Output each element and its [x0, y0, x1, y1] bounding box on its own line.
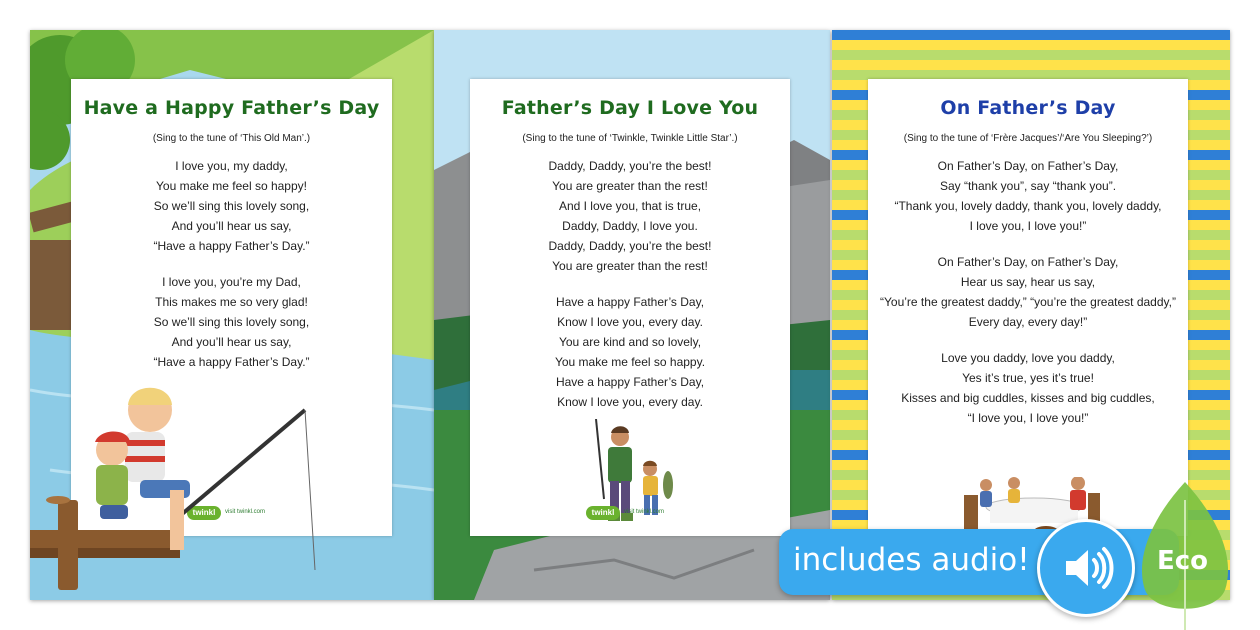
tune-note: (Sing to the tune of ‘Frère Jacques’/‘Are You Sleeping?’): [903, 133, 1153, 144]
stanza-2: [71, 272, 392, 372]
lyric-line: I love you, you’re my Dad,: [162, 275, 301, 289]
lyric-line: So we’ll sing this lovely song,: [153, 199, 310, 213]
stripe: [832, 60, 1230, 70]
lyric-line: You are greater than the rest!: [552, 259, 708, 273]
poem-title: Father’s Day I Love You: [501, 97, 759, 119]
eco-label: Eco: [1157, 546, 1209, 576]
twinkl-url: visit twinkl.com: [225, 509, 266, 515]
speaker-button[interactable]: [1037, 519, 1135, 617]
lyric-line: This makes me so very glad!: [155, 295, 308, 309]
lyric-line: I love you, my daddy,: [175, 159, 288, 173]
lyric-line: Hear us say, hear us say,: [960, 275, 1096, 289]
lyric-line: Know I love you, every day.: [557, 395, 703, 409]
lyric-line: Daddy, Daddy, you’re the best!: [548, 159, 712, 173]
stanza-1: [868, 156, 1188, 236]
twinkl-brand: twinkl: [187, 506, 221, 520]
twinkl-url: visit twinkl.com: [624, 509, 665, 515]
tune-note: (Sing to the tune of ‘Twinkle, Twinkle Little Star’.): [522, 133, 738, 144]
stanza-1: [470, 156, 790, 276]
stanza-3: [868, 348, 1188, 428]
lyric-line: Have a happy Father’s Day,: [555, 295, 705, 309]
twinkl-logo: [586, 506, 666, 522]
lyric-line: Say “thank you”, say “thank you”.: [939, 179, 1117, 193]
stanza-2: [868, 252, 1188, 332]
lyric-line: “Have a happy Father’s Day.”: [153, 239, 310, 253]
lyric-line: You make me feel so happy!: [156, 179, 307, 193]
lyric-line: Have a happy Father’s Day,: [555, 375, 705, 389]
twinkl-brand: twinkl: [586, 506, 620, 520]
poem-card-twinkle-twinkle: [434, 30, 830, 600]
lyric-line: Know I love you, every day.: [557, 315, 703, 329]
includes-audio-badge: [779, 529, 1179, 595]
lyric-line: Love you daddy, love you daddy,: [941, 351, 1115, 365]
lyric-line: And you’ll hear us say,: [171, 219, 292, 233]
lyric-line: I love you, I love you!”: [969, 219, 1087, 233]
stripe: [832, 30, 1230, 40]
speaker-icon: [1058, 540, 1114, 596]
stanza-2: [470, 292, 790, 412]
stanza-1: [71, 156, 392, 256]
lyrics-sheet: [470, 79, 790, 536]
lyrics-sheet: [868, 79, 1188, 536]
lyric-line: And I love you, that is true,: [558, 199, 702, 213]
lyric-line: “I love you, I love you!”: [967, 411, 1089, 425]
poem-title: On Father’s Day: [940, 97, 1116, 119]
stripe: [832, 40, 1230, 50]
lyric-line: “Thank you, lovely daddy, thank you, lovely daddy,: [894, 199, 1162, 213]
lyric-line: On Father’s Day, on Father’s Day,: [937, 159, 1119, 173]
lyric-line: Yes it’s true, yes it’s true!: [962, 371, 1094, 385]
lyric-line: Daddy, Daddy, I love you.: [562, 219, 698, 233]
tune-note: (Sing to the tune of ‘This Old Man’.): [152, 133, 311, 144]
lyric-line: You are kind and so lovely,: [558, 335, 702, 349]
poem-card-this-old-man: [30, 30, 434, 600]
poem-title: Have a Happy Father’s Day: [83, 97, 380, 119]
lyric-line: Daddy, Daddy, you’re the best!: [548, 239, 712, 253]
lyric-line: And you’ll hear us say,: [171, 335, 292, 349]
lyric-line: You make me feel so happy.: [554, 355, 706, 369]
lyric-line: So we’ll sing this lovely song,: [153, 315, 310, 329]
lyric-line: On Father’s Day, on Father’s Day,: [937, 255, 1119, 269]
lyric-line: You are greater than the rest!: [552, 179, 708, 193]
lyric-line: Every day, every day!”: [968, 315, 1088, 329]
stripe: [832, 50, 1230, 60]
dad-and-child-fishing-illustration: [30, 370, 330, 600]
lyric-line: “Have a happy Father’s Day.”: [153, 355, 310, 369]
lyric-line: “You’re the greatest daddy,” “you’re the greatest daddy,”: [880, 295, 1176, 309]
lyric-line: Kisses and big cuddles, kisses and big cuddles,: [901, 391, 1155, 405]
audio-label: includes audio!: [793, 542, 1030, 578]
